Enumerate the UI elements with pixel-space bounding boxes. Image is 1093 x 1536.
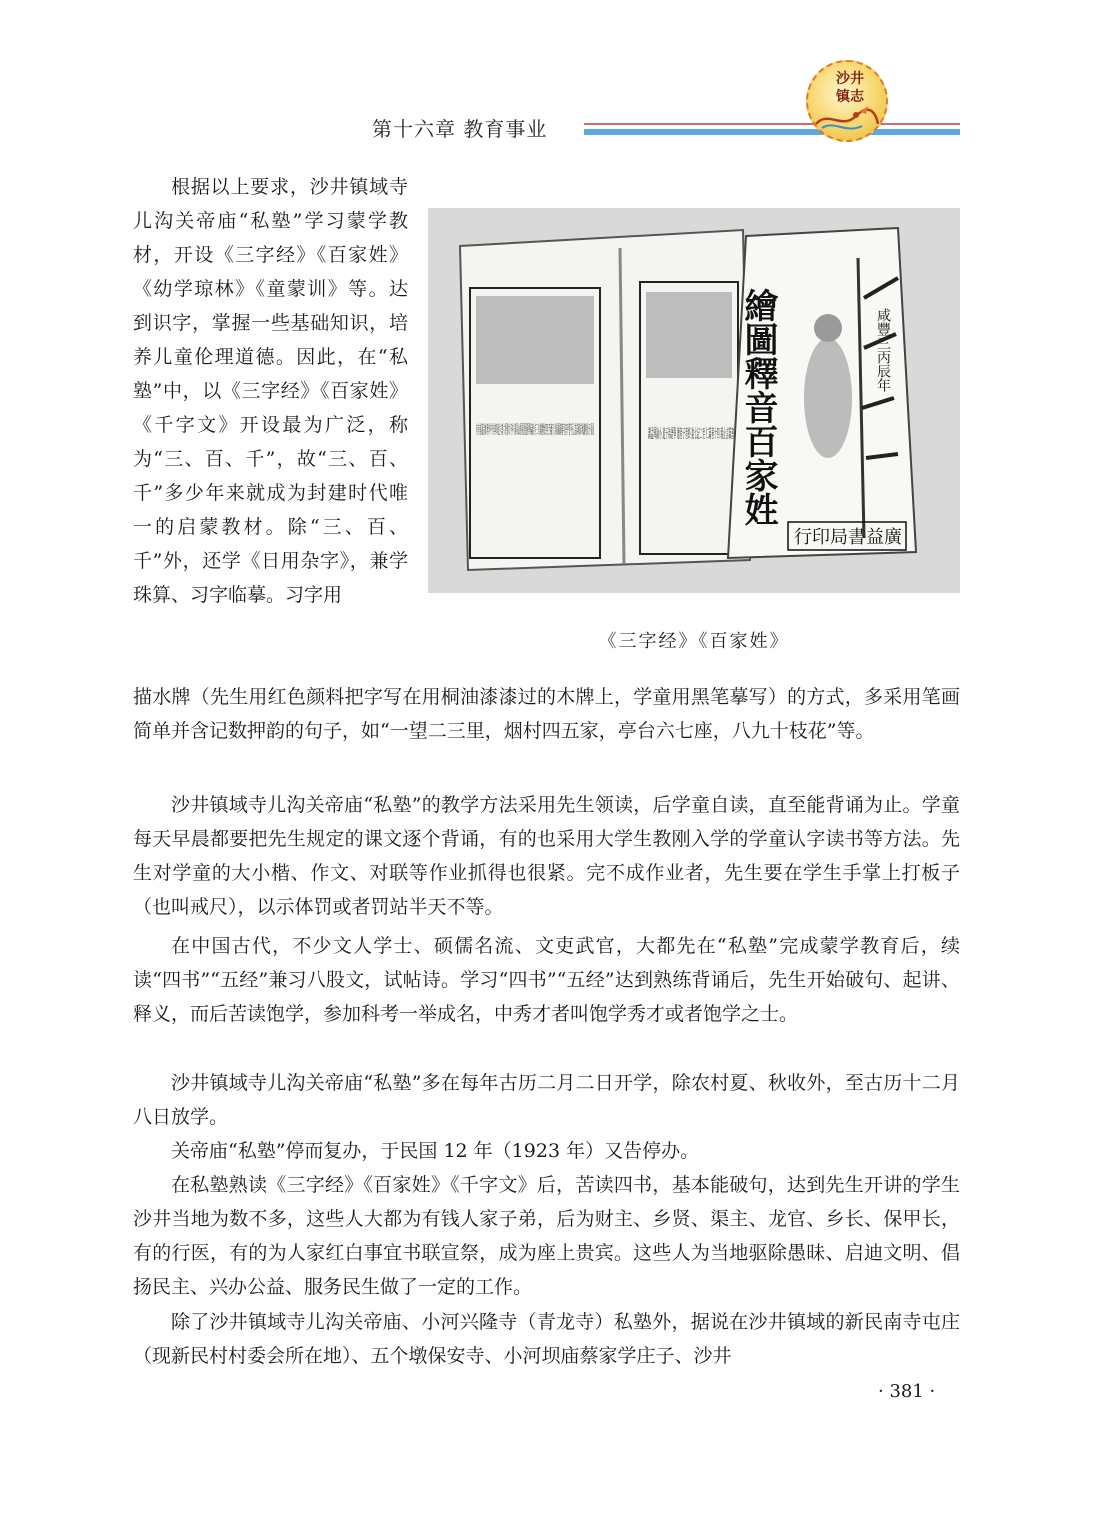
figure-caption: 《三字经》《百家姓》 <box>598 631 790 652</box>
textbook-photo <box>428 208 960 593</box>
phoenix-icon <box>812 100 882 136</box>
cover-title: 繪圖釋音百家姓 <box>738 288 778 526</box>
publisher-text: 行印局書益廣 <box>794 527 902 548</box>
paragraph-teaching-method: 沙井镇域寺儿沟关帝庙“私塾”的教学方法采用先生领读，后学童自读，直至能背诵为止。学童每天早晨都要把先生规定的课文逐个背诵，有的也采用大学生教刚入学的学童认字读书等方法。先生对学童的大小楷、作文、对联等作业抓得也很紧。完不成作业者，先生要在学生手掌上打板子（也叫戒尺），以示体罚或者罚站半天不等。 <box>133 794 960 918</box>
middle-page-text <box>648 426 734 442</box>
paragraph-closure: 关帝庙“私塾”停而复办，于民国 12 年（1923 年）又告停办。 <box>171 1140 700 1162</box>
textbook-illustration <box>428 208 960 593</box>
paragraph-continuation: 描水牌（先生用红色颜料把字写在用桐油漆漆过的木牌上，学童用黑笔摹写）的方式，多采用笔画简单并含记数押韵的句子，如“一望二三里，烟村四五家，亭台六七座，八九十枝花”等。 <box>133 686 960 742</box>
page-number: · 381 · <box>878 1381 936 1402</box>
paragraph-graduates: 在私塾熟读《三字经》《百家姓》《千字文》后，苦读四书，基本能破句，达到先生开讲的学生沙井当地为数不多，这些人大都为有钱人家子弟，后为财主、乡贤、渠主、龙官、乡长、保甲长，有的行医，有的为人家红白事宜书联宣祭，成为座上贵宾。这些人为当地驱除愚昧、启迪文明、倡扬民主、兴办公益、服务民生做了一定的工作。 <box>133 1174 960 1298</box>
header-rule-red <box>584 123 960 125</box>
paragraph-other-schools: 除了沙井镇域寺儿沟关帝庙、小河兴隆寺（青龙寺）私塾外，据说在沙井镇域的新民南寺屯庄（现新民村村委会所在地）、五个墩保安寺、小河坝庙蔡家学庄子、沙井 <box>133 1311 960 1367</box>
header-rule-blue <box>584 129 960 135</box>
paragraph-school-calendar: 沙井镇域寺儿沟关帝庙“私塾”多在每年古历二月二日开学，除农村夏、秋收外，至古历十二月八日放学。 <box>133 1072 960 1128</box>
paragraph-wrap: 根据以上要求，沙井镇域寺儿沟关帝庙“私塾”学习蒙学教材，开设《三字经》《百家姓》《幼学琼林》《童蒙训》等。达到识字，掌握一些基础知识，培养儿童伦理道德。因此，在“私塾”中，以《三字经》《百家姓》《千字文》开设最为广泛，称为“三、百、千”，故“三、百、千”多少年来就成为封建时代唯一的启蒙教材。除“三、百、千”外，还学《日用杂字》，兼学珠算、习字临摹。习字用 <box>133 176 408 606</box>
chapter-title: 第十六章 教育事业 <box>372 117 548 141</box>
badge-text: 沙井镇志 <box>836 71 864 105</box>
paragraph-ancient-scholars: 在中国古代，不少文人学士、硕儒名流、文吏武官，大都先在“私塾”完成蒙学教育后，续读“四书”“五经”兼习八股文，试帖诗。学习“四书”“五经”达到熟练背诵后，先生开始破句、起讲、释义，而后苦读饱学，参加科考一举成名，中秀才者叫饱学秀才或者饱学之士。 <box>133 935 960 1025</box>
left-page-text <box>476 422 594 438</box>
cover-side-inscription: 咸豐三丙辰年 <box>875 308 891 392</box>
